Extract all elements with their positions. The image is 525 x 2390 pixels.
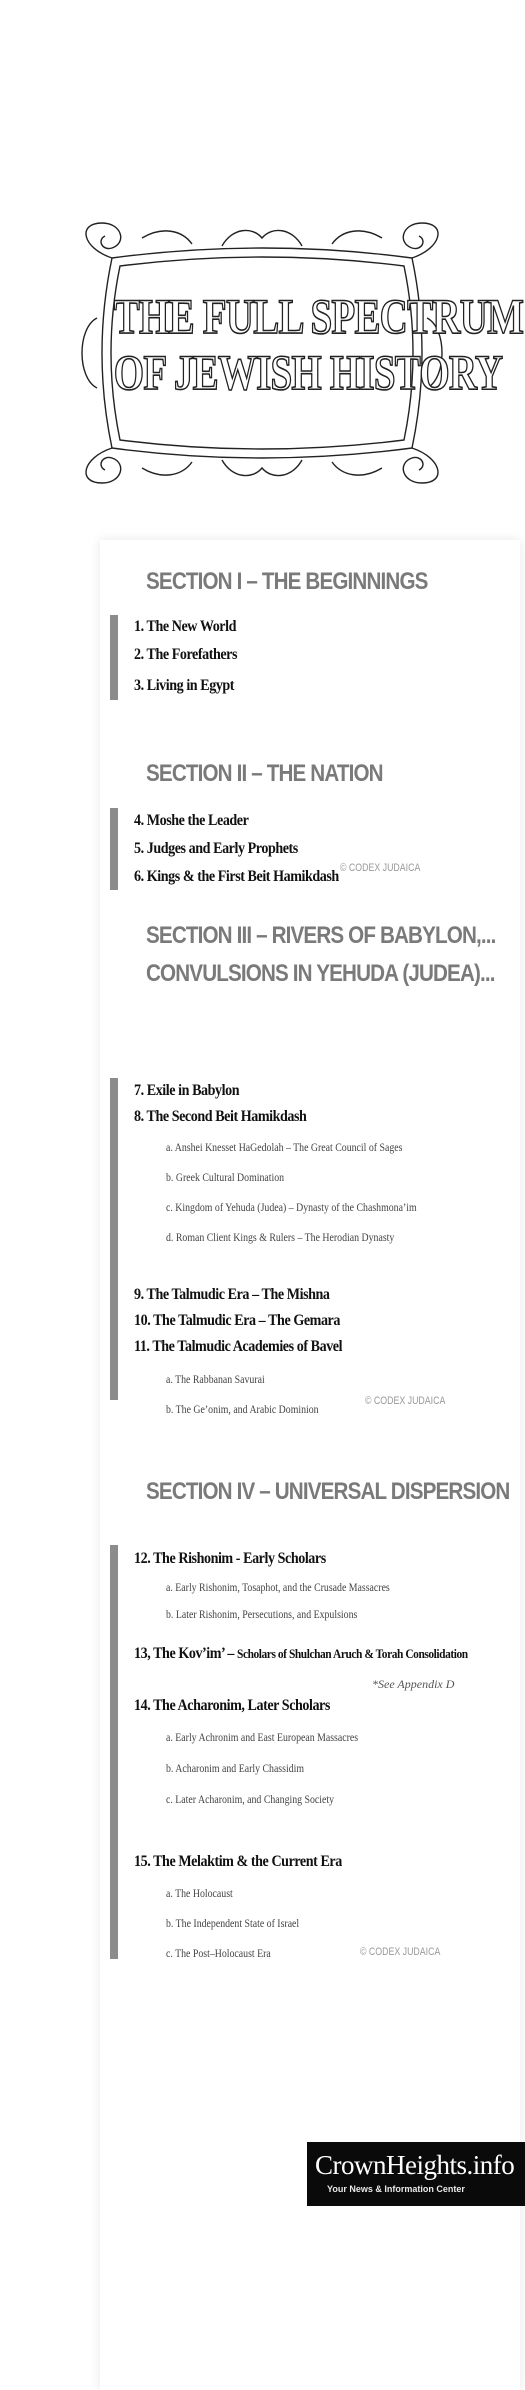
section-4-item-14: 14. The Acharonim, Later Scholars [134, 1697, 330, 1714]
item-13-label: 13, The Kov’im’ – [134, 1645, 234, 1662]
appendix-note: *See Appendix D [372, 1677, 455, 1691]
section-3-sub2-b: b. The Ge’onim, and Arabic Dominion [166, 1402, 319, 1416]
section-3-heading-line-1: SECTION III – RIVERS OF BABYLON,... [146, 922, 496, 949]
section-3-bar [110, 1078, 118, 1400]
section-4-sub-14a: a. Early Achronim and East European Massacres [166, 1730, 359, 1744]
watermark-3: © CODEX JUDAICA [360, 1946, 441, 1958]
section-2-item-4: 4. Moshe the Leader [134, 812, 249, 829]
item-13-detail: Scholars of Shulchan Aruch & Torah Consolidation [237, 1646, 468, 1661]
section-3-sub-d: d. Roman Client Kings & Rulers – The Herodian Dynasty [166, 1230, 395, 1244]
site-tagline: Your News & Information Center [327, 2184, 465, 2194]
section-2-bar [110, 808, 118, 890]
watermark-1: © CODEX JUDAICA [340, 862, 421, 874]
section-2-item-5: 5. Judges and Early Prophets [134, 840, 298, 857]
section-4-bar [110, 1545, 118, 1959]
section-3-heading-line-2: CONVULSIONS IN YEHUDA (JUDEA)... [146, 960, 495, 987]
section-1-item-1: 1. The New World [134, 618, 236, 635]
title-line-2: OF JEWISH HISTORY [113, 344, 503, 400]
section-4-sub-15c: c. The Post–Holocaust Era [166, 1946, 271, 1960]
section-2-heading: SECTION II – THE NATION [146, 760, 383, 787]
section-4-item-13 [134, 1645, 468, 1663]
section-4-item-15: 15. The Melaktim & the Current Era [134, 1853, 342, 1870]
section-1-heading: SECTION I – THE BEGINNINGS [146, 568, 428, 595]
section-1-bar [110, 615, 118, 700]
section-4-sub-12a: a. Early Rishonim, Tosaphot, and the Crusade Massacres [166, 1580, 390, 1594]
section-3-item-7: 7. Exile in Babylon [134, 1082, 240, 1099]
section-4-sub-12b: b. Later Rishonim, Persecutions, and Expulsions [166, 1607, 358, 1621]
section-4-sub-14c: c. Later Acharonim, and Changing Society [166, 1792, 335, 1806]
section-3-item-8: 8. The Second Beit Hamikdash [134, 1108, 307, 1125]
section-2-item-6: 6. Kings & the First Beit Hamikdash [134, 868, 339, 885]
section-4-sub-15b: b. The Independent State of Israel [166, 1916, 300, 1930]
section-3-sub-b: b. Greek Cultural Domination [166, 1170, 285, 1184]
section-3-item-9: 9. The Talmudic Era – The Mishna [134, 1286, 330, 1303]
section-4-heading: SECTION IV – UNIVERSAL DISPERSION [146, 1478, 510, 1505]
watermark-2: © CODEX JUDAICA [365, 1395, 446, 1407]
section-3-sub-a: a. Anshei Knesset HaGedolah – The Great Council of Sages [166, 1140, 403, 1154]
section-4-item-12: 12. The Rishonim - Early Scholars [134, 1550, 326, 1567]
section-3-sub-c: c. Kingdom of Yehuda (Judea) – Dynasty of the Chashmona’im [166, 1200, 417, 1214]
title-line-1: THE FULL SPECTRUM [113, 288, 524, 344]
section-1-item-2: 2. The Forefathers [134, 646, 238, 663]
site-logo [307, 2142, 525, 2206]
section-3-sub2-a: a. The Rabbanan Savurai [166, 1372, 265, 1386]
section-4-sub-14b: b. Acharonim and Early Chassidim [166, 1761, 305, 1775]
section-4-sub-15a: a. The Holocaust [166, 1886, 233, 1900]
site-brand: CrownHeights.info [315, 2150, 515, 2180]
section-3-item-10: 10. The Talmudic Era – The Gemara [134, 1312, 340, 1329]
poster-title [113, 288, 524, 400]
section-1-item-3: 3. Living in Egypt [134, 677, 235, 694]
section-3-item-11: 11. The Talmudic Academies of Bavel [134, 1338, 343, 1355]
